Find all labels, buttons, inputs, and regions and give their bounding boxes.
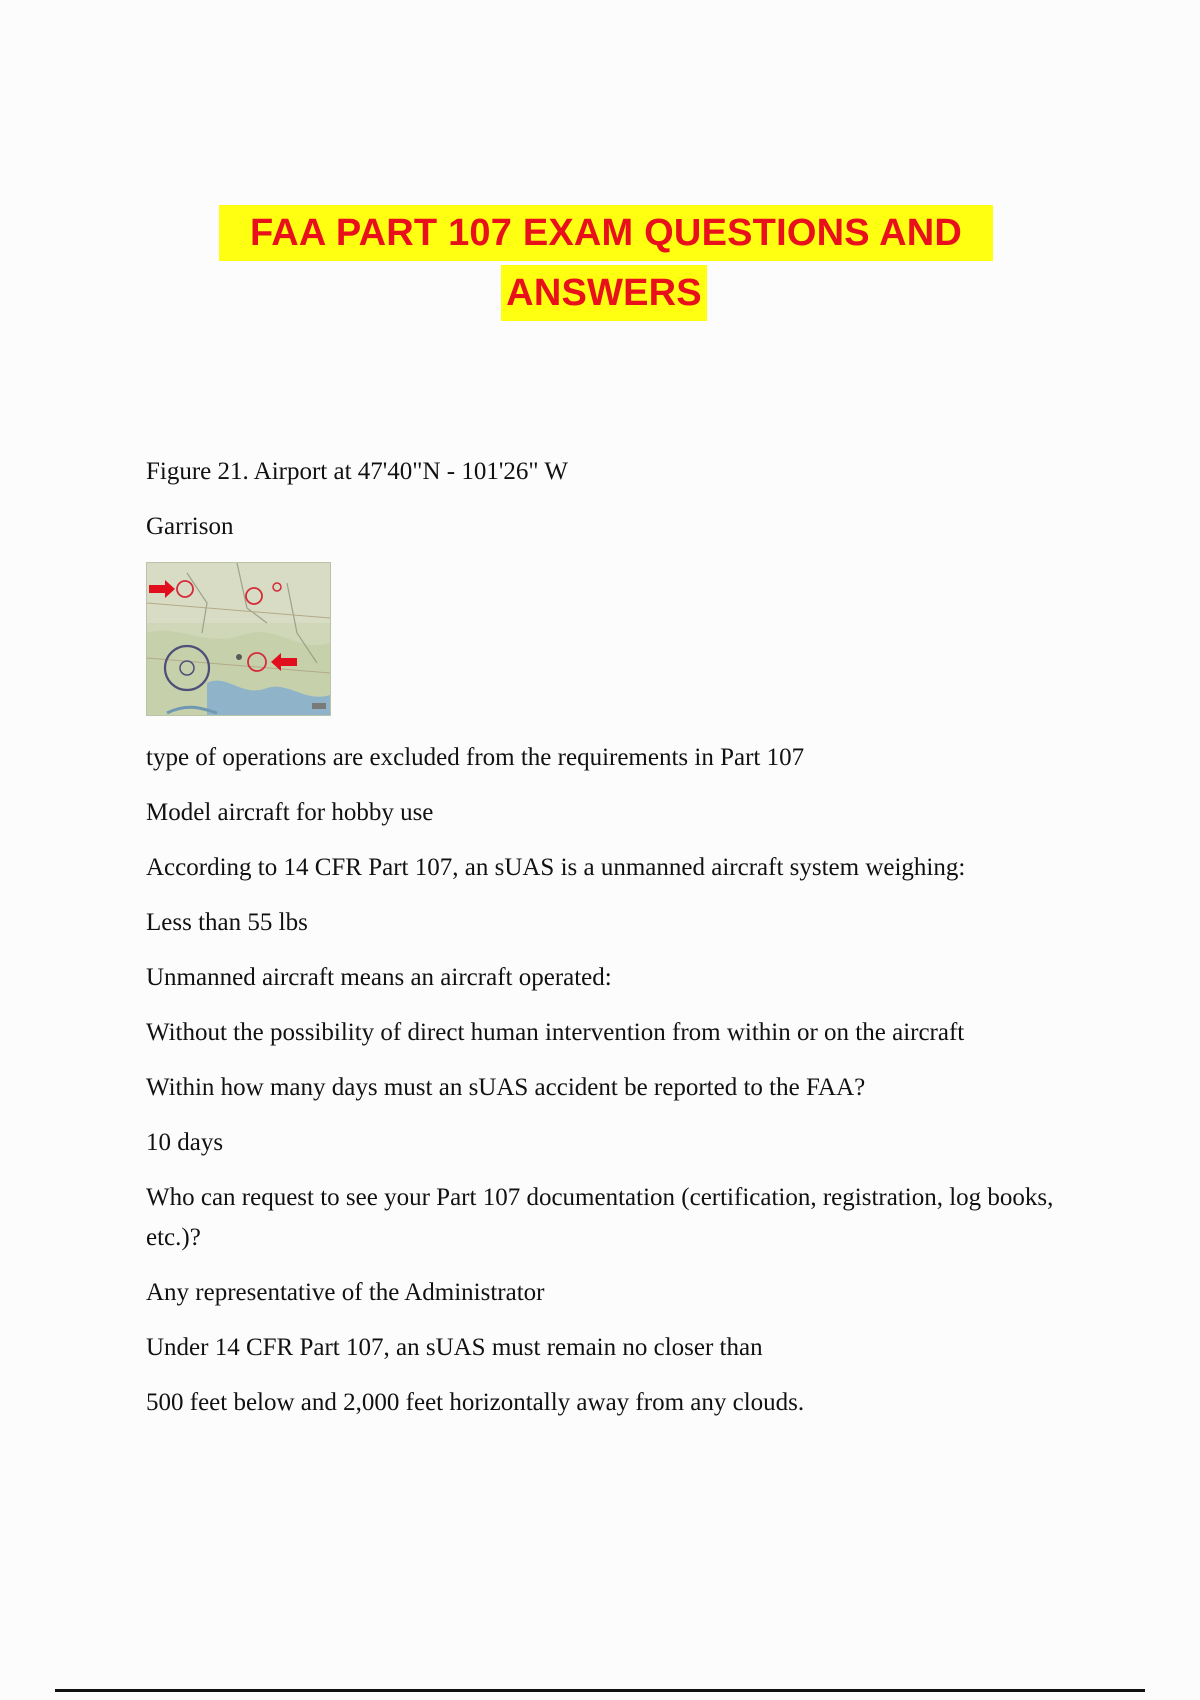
title-line-2: ANSWERS [501,265,707,321]
question-1: type of operations are excluded from the requirements in Part 107 [146,744,805,771]
answer-6: 500 feet below and 2,000 feet horizontally away from any clouds. [146,1389,805,1416]
title-line-1: FAA PART 107 EXAM QUESTIONS AND [219,205,993,261]
question-4: Within how many days must an sUAS accident be reported to the FAA? [146,1074,866,1101]
document-body [146,452,1076,1438]
figure-location: Garrison [146,513,234,540]
answer-1: Model aircraft for hobby use [146,799,434,826]
question-6: Under 14 CFR Part 107, an sUAS must remain no closer than [146,1334,763,1361]
sectional-chart-image [146,562,331,716]
page-bottom-rule [55,1689,1145,1692]
answer-3: Without the possibility of direct human intervention from within or on the aircraft [146,1019,965,1046]
question-5: Who can request to see your Part 107 documentation (certification, registration, log books, etc.)? [146,1184,1054,1251]
answer-4: 10 days [146,1129,224,1156]
answer-2: Less than 55 lbs [146,909,308,936]
question-2: According to 14 CFR Part 107, an sUAS is a unmanned aircraft system weighing: [146,854,966,881]
figure-caption: Figure 21. Airport at 47'40"N - 101'26" W [146,458,568,485]
question-3: Unmanned aircraft means an aircraft operated: [146,964,612,991]
answer-5: Any representative of the Administrator [146,1279,545,1306]
